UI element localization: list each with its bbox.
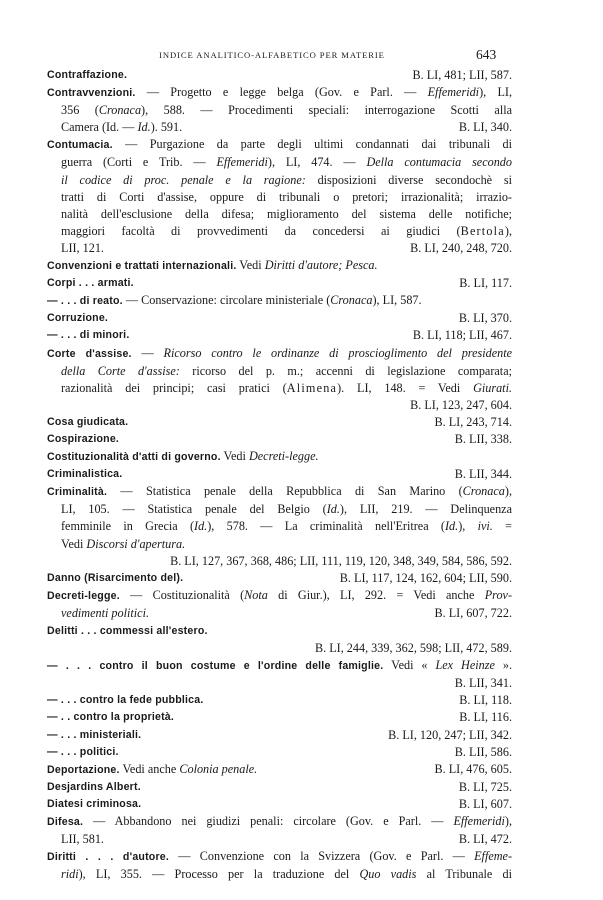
running-title: INDICE ANALITICO-ALFABETICO PER MATERIE	[159, 50, 385, 60]
entry-reference: B. LI, 340.	[458, 120, 512, 135]
entry-heading: Criminalistica.	[47, 468, 123, 481]
index-entry-diritti-autore: Diritti . . . d'autore. — Convenzione con la Svizzera (Gov. e Parl. — Effeme- ridi), LI, 355. — Processo per la traduzione del Quo vadis al Tribunale di	[47, 849, 513, 882]
index-entry-proprieta	[47, 709, 512, 726]
index-entry-politici	[47, 744, 512, 761]
entry-heading: Cospirazione.	[47, 432, 120, 445]
entry-heading: Corte d'assise.	[47, 347, 132, 360]
entry-reference: B. LI, 118.	[459, 693, 512, 708]
index-entry-corte-assise: Corte d'assise. — Ricorso contro le ordinanze di proscioglimento del presidente della Corte d'assise: ricorso del p. m.; accenni di legislazione comparata; razionalità dei principi; casi pratici (Alimena). LI, 148. = Vedi Giurati. B. LI, 123, 247, 604.	[47, 345, 512, 414]
entry-reference: B. LI, 243, 714.	[434, 414, 512, 429]
index-content	[47, 67, 512, 883]
entry-heading: Convenzioni e trattati internazionali.	[47, 260, 237, 273]
entry-reference: B. LI, 117, 124, 162, 604; LII, 590.	[339, 570, 512, 585]
entry-reference: B. LI, 118; LII, 467.	[412, 328, 512, 343]
entry-reference: B. LI, 117.	[459, 276, 512, 291]
index-entry-costituzionalita: Costituzionalità d'atti di governo. Vedi Decreti-legge.	[47, 449, 319, 464]
entry-heading: Corruzione.	[47, 312, 109, 325]
entry-heading: Contumacia.	[47, 139, 113, 152]
author-name: Alimena	[286, 380, 338, 395]
entry-heading: Diatesi criminosa.	[47, 797, 142, 810]
entry-heading: Desjardins Albert.	[47, 780, 141, 793]
cross-reference: Diritti d'autore; Pesca.	[264, 258, 378, 273]
page-number: 643	[476, 47, 497, 62]
entry-heading: — . . . politici.	[47, 745, 119, 758]
entry-heading: — . . . ministeriali.	[47, 728, 142, 741]
index-entry-criminalistica	[47, 466, 512, 483]
entry-reference: B. LI, 127, 367, 368, 486; LII, 111, 119, 120, 348, 349, 584, 586, 592.	[170, 553, 512, 568]
entry-reference: B. LI, 120, 247; LII, 342.	[388, 727, 512, 742]
index-entry-delitti	[47, 622, 512, 657]
entry-reference: B. LI, 244, 339, 362, 598; LII, 472, 589.	[314, 641, 512, 656]
entry-reference: B. LII, 586.	[454, 744, 512, 759]
entry-heading: Decreti-legge.	[47, 589, 120, 602]
index-entry-danno	[47, 570, 512, 587]
author-name: Bertola	[460, 223, 505, 238]
entry-reference: B. LII, 341.	[454, 676, 512, 691]
entry-reference: B. LI, 725.	[458, 779, 512, 794]
entry-heading: Diritti . . . d'autore.	[47, 851, 170, 864]
entry-reference: B. LI, 472.	[458, 832, 512, 847]
index-entry-contravvenzioni: Contravvenzioni. — Progetto e legge belga (Gov. e Parl. — Effemeridi), LI, 356 (Cronaca), 588. — Procedimenti speciali: interrogazione Scotti alla Camera (Id. — Id.). 591. B. LI, 340.	[47, 84, 512, 136]
index-entry-convenzioni: Convenzioni e trattati internazionali. Vedi Diritti d'autore; Pesca.	[47, 258, 378, 273]
index-entry-fede-pubblica	[47, 692, 512, 709]
entry-reference: B. LI, 607, 722.	[434, 605, 512, 620]
cross-reference: Decreti-legge.	[248, 449, 319, 464]
entry-heading: — . . . contro il buon costume e l'ordine delle famiglie.	[47, 660, 384, 673]
entry-heading: Delitti . . . commessi all'estero.	[47, 625, 208, 637]
index-entry-cosa-giudicata	[47, 414, 512, 431]
index-entry-difesa: Difesa. — Abbandono nei giudizi penali: circolare (Gov. e Parl. — Effemeridi), LII, 581. B. LI, 472.	[47, 813, 512, 848]
entry-heading: — . . . di reato.	[47, 295, 123, 308]
index-entry-corpi-armati	[47, 275, 512, 292]
index-entry-contumacia: Contumacia. — Purgazione da parte degli ultimi condannati dai tribunali di guerra (Corti e Trib. — Effemeridi), LI, 474. — Della contumacia secondo il codice di proc. penale e la ragione: disposizioni diverse secondochè si tratti di Corti d'assise, oppure di tribunali o pretori; irrazionalità; irrazio- nalità dell'esclusione della difesa; miglioramento del sistema delle notifiche; maggiori facoltà di provvedimenti da concedersi ai giudici (Bertola), LII, 121. B. LI, 240, 248, 720.	[47, 136, 512, 257]
entry-reference: B. LI, 481; LII, 587.	[412, 68, 512, 82]
entry-reference: B. LI, 607.	[458, 796, 512, 811]
entry-heading: Difesa.	[47, 816, 84, 829]
index-entry-cospirazione	[47, 431, 512, 448]
index-entry-criminalita: Criminalità. — Statistica penale della Repubblica di San Marino (Cronaca), LI, 105. — Statistica penale del Belgio (Id.), LII, 219. — Delinquenza femminile in Grecia (Id.), 578. — La criminalità nell'Eritrea (Id.), ivi. = Vedi Discorsi d'apertura. B. LI, 127, 367, 368, 486; LII, 111, 119, 120, 348, 349, 584, 586, 592.	[47, 483, 512, 569]
entry-heading: — . . . contro la fede pubblica.	[47, 694, 204, 707]
index-entry-deportazione: Deportazione. Vedi anche Colonia penale. B. LI, 476, 605.	[47, 761, 512, 779]
entry-reference: B. LI, 123, 247, 604.	[410, 397, 512, 412]
entry-reference: B. LI, 370.	[458, 311, 512, 326]
index-entry-desjardins	[47, 779, 512, 796]
index-entry-corruzione	[47, 310, 512, 327]
entry-heading: Danno (Risarcimento del).	[47, 571, 184, 584]
entry-reference: B. LI, 240, 248, 720.	[410, 240, 512, 255]
entry-reference: B. LII, 344.	[454, 467, 512, 482]
entry-heading: Deportazione.	[47, 763, 120, 776]
index-entry-ministeriali	[47, 727, 512, 744]
cross-reference: Lex Heinze	[435, 658, 495, 673]
index-entry-di-reato: — . . . di reato. — Conservazione: circolare ministeriale (Cronaca), LI, 587.	[47, 293, 422, 308]
cross-reference: Colonia penale.	[179, 761, 258, 776]
index-entry-di-minori	[47, 327, 512, 344]
entry-heading: Costituzionalità d'atti di governo.	[47, 451, 221, 464]
index-entry-buon-costume: — . . . contro il buon costume e l'ordine delle famiglie. Vedi « Lex Heinze ». B. LII, 341.	[47, 657, 512, 692]
entry-heading: Criminalità.	[47, 486, 108, 499]
entry-heading: — . . . di minori.	[47, 329, 130, 342]
entry-heading: Cosa giudicata.	[47, 415, 129, 428]
index-entry-decreti-legge: Decreti-legge. — Costituzionalità (Nota di Giur.), LI, 292. = Vedi anche Prov- vedimenti politici. B. LI, 607, 722.	[47, 587, 512, 622]
entry-heading: Corpi . . . armati.	[47, 277, 134, 290]
index-entry-diatesi	[47, 796, 512, 813]
entry-reference: B. LI, 116.	[459, 710, 512, 725]
entry-reference: B. LI, 476, 605.	[434, 761, 512, 776]
index-entry-contraffazione	[47, 67, 512, 84]
entry-heading: Contravvenzioni.	[47, 87, 136, 100]
entry-reference: B. LII, 338.	[454, 431, 512, 446]
entry-heading: — . . contro la proprietà.	[47, 711, 175, 724]
entry-heading: Contraffazione.	[47, 69, 128, 81]
